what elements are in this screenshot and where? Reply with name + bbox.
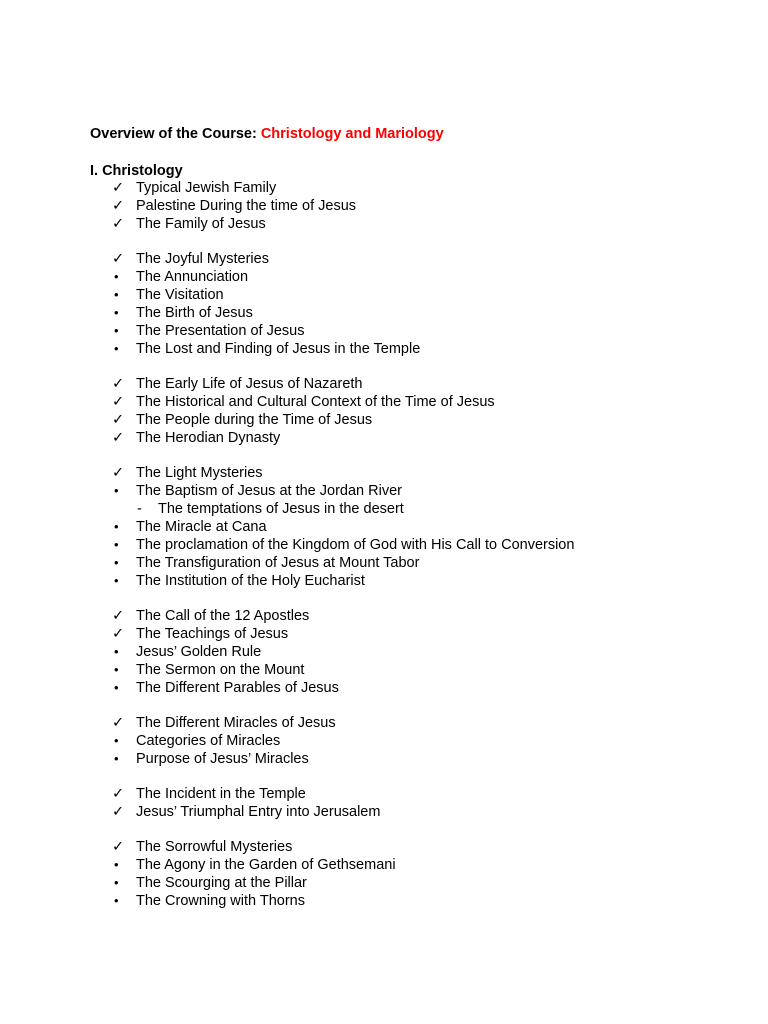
bullet-icon: • (114, 662, 119, 677)
outline-item-text: Purpose of Jesus’ Miracles (136, 751, 309, 767)
outline-item-check (0, 411, 768, 429)
outline-item-bullet (0, 304, 768, 322)
outline-item-check (0, 464, 768, 482)
outline-item-bullet (0, 874, 768, 892)
bullet-icon: • (114, 573, 119, 588)
outline-item-check (0, 838, 768, 856)
outline-item-bullet (0, 286, 768, 304)
group-spacer (0, 697, 768, 714)
outline-item-text: Palestine During the time of Jesus (136, 198, 357, 214)
course-title: Christology and Mariology (260, 126, 444, 142)
section-title: I. Christology (90, 163, 183, 179)
checkmark-icon: ✓ (112, 839, 125, 855)
bullet-icon: • (114, 733, 119, 748)
bullet-icon: • (114, 680, 119, 695)
outline-item-text: The Teachings of Jesus (136, 626, 289, 642)
outline-item-bullet (0, 268, 768, 286)
outline-item-text: The Lost and Finding of Jesus in the Temple (136, 341, 421, 357)
outline-item-text: The Birth of Jesus (136, 305, 253, 321)
checkmark-icon: ✓ (112, 430, 125, 446)
outline-item-text: The Different Parables of Jesus (136, 680, 339, 696)
outline-item-text: The Agony in the Garden of Gethsemani (136, 857, 396, 873)
course-overview-heading (90, 125, 444, 143)
checkmark-icon: ✓ (112, 715, 125, 731)
outline-item-text: The Presentation of Jesus (136, 323, 305, 339)
outline-item-check (0, 785, 768, 803)
outline-item-text: The Transfiguration of Jesus at Mount Tabor (136, 555, 420, 571)
checkmark-icon: ✓ (112, 180, 125, 196)
group-spacer (0, 358, 768, 375)
outline-item-text: The Crowning with Thorns (136, 893, 305, 909)
bullet-icon: • (114, 341, 119, 356)
checkmark-icon: ✓ (112, 804, 125, 820)
bullet-icon: • (114, 555, 119, 570)
outline-item-bullet (0, 732, 768, 750)
course-outline-list (0, 179, 768, 910)
outline-item-bullet (0, 750, 768, 768)
outline-item-check (0, 429, 768, 447)
outline-item-bullet (0, 856, 768, 874)
outline-item-text: The Institution of the Holy Eucharist (136, 573, 365, 589)
outline-item-bullet (0, 482, 768, 500)
bullet-icon: • (114, 857, 119, 872)
outline-item-text: The Different Miracles of Jesus (136, 715, 336, 731)
outline-item-bullet (0, 643, 768, 661)
bullet-icon: • (114, 483, 119, 498)
outline-item-bullet (0, 679, 768, 697)
outline-item-text: The Scourging at the Pillar (136, 875, 307, 891)
group-spacer (0, 233, 768, 250)
outline-item-text: Typical Jewish Family (136, 180, 277, 196)
bullet-icon: • (114, 269, 119, 284)
outline-item-check (0, 714, 768, 732)
bullet-icon: • (114, 875, 119, 890)
outline-item-text: Categories of Miracles (136, 733, 281, 749)
outline-item-bullet (0, 661, 768, 679)
outline-item-check (0, 607, 768, 625)
bullet-icon: • (114, 537, 119, 552)
outline-item-text: The Call of the 12 Apostles (136, 608, 310, 624)
group-spacer (0, 447, 768, 464)
checkmark-icon: ✓ (112, 251, 125, 267)
outline-item-check (0, 393, 768, 411)
outline-item-bullet (0, 572, 768, 590)
outline-item-text: The Baptism of Jesus at the Jordan River (136, 483, 402, 499)
outline-item-text: The Herodian Dynasty (136, 430, 281, 446)
outline-item-check (0, 803, 768, 821)
outline-item-check (0, 197, 768, 215)
group-spacer (0, 768, 768, 785)
outline-item-text: Jesus’ Triumphal Entry into Jerusalem (136, 804, 381, 820)
outline-item-text: The Joyful Mysteries (136, 251, 269, 267)
outline-item-text: The Incident in the Temple (136, 786, 306, 802)
bullet-icon: • (114, 751, 119, 766)
bullet-icon: • (114, 305, 119, 320)
outline-item-bullet (0, 536, 768, 554)
checkmark-icon: ✓ (112, 394, 125, 410)
bullet-icon: • (114, 519, 119, 534)
group-spacer (0, 821, 768, 838)
outline-item-text: The Sermon on the Mount (136, 662, 305, 678)
checkmark-icon: ✓ (112, 198, 125, 214)
checkmark-icon: ✓ (112, 465, 125, 481)
outline-item-bullet (0, 554, 768, 572)
outline-item-check (0, 625, 768, 643)
outline-item-bullet (0, 322, 768, 340)
outline-item-check (0, 375, 768, 393)
outline-item-text: The Family of Jesus (136, 216, 266, 232)
outline-item-text: The proclamation of the Kingdom of God with His Call to Conversion (136, 537, 575, 553)
outline-item-bullet (0, 518, 768, 536)
outline-item-text: The Visitation (136, 287, 224, 303)
outline-item-text: The Miracle at Cana (136, 519, 267, 535)
checkmark-icon: ✓ (112, 376, 125, 392)
group-spacer (0, 590, 768, 607)
bullet-icon: • (114, 287, 119, 302)
outline-item-bullet (0, 892, 768, 910)
dash-icon: - (137, 501, 142, 517)
outline-item-text: The People during the Time of Jesus (136, 412, 373, 428)
outline-item-check (0, 215, 768, 233)
outline-item-dash (0, 500, 768, 518)
bullet-icon: • (114, 893, 119, 908)
outline-item-text: The Early Life of Jesus of Nazareth (136, 376, 363, 392)
outline-item-check (0, 250, 768, 268)
checkmark-icon: ✓ (112, 608, 125, 624)
outline-item-bullet (0, 340, 768, 358)
outline-item-text: The Sorrowful Mysteries (136, 839, 293, 855)
bullet-icon: • (114, 323, 119, 338)
checkmark-icon: ✓ (112, 412, 125, 428)
outline-item-text: Jesus’ Golden Rule (136, 644, 262, 660)
outline-item-text: The Light Mysteries (136, 465, 263, 481)
outline-item-text: The Historical and Cultural Context of the Time of Jesus (136, 394, 495, 410)
heading-prefix: Overview of the Course: (90, 126, 261, 142)
outline-item-text: The Annunciation (136, 269, 249, 285)
bullet-icon: • (114, 644, 119, 659)
checkmark-icon: ✓ (112, 626, 125, 642)
outline-item-text: The temptations of Jesus in the desert (158, 501, 404, 517)
checkmark-icon: ✓ (112, 216, 125, 232)
checkmark-icon: ✓ (112, 786, 125, 802)
outline-item-check (0, 179, 768, 197)
